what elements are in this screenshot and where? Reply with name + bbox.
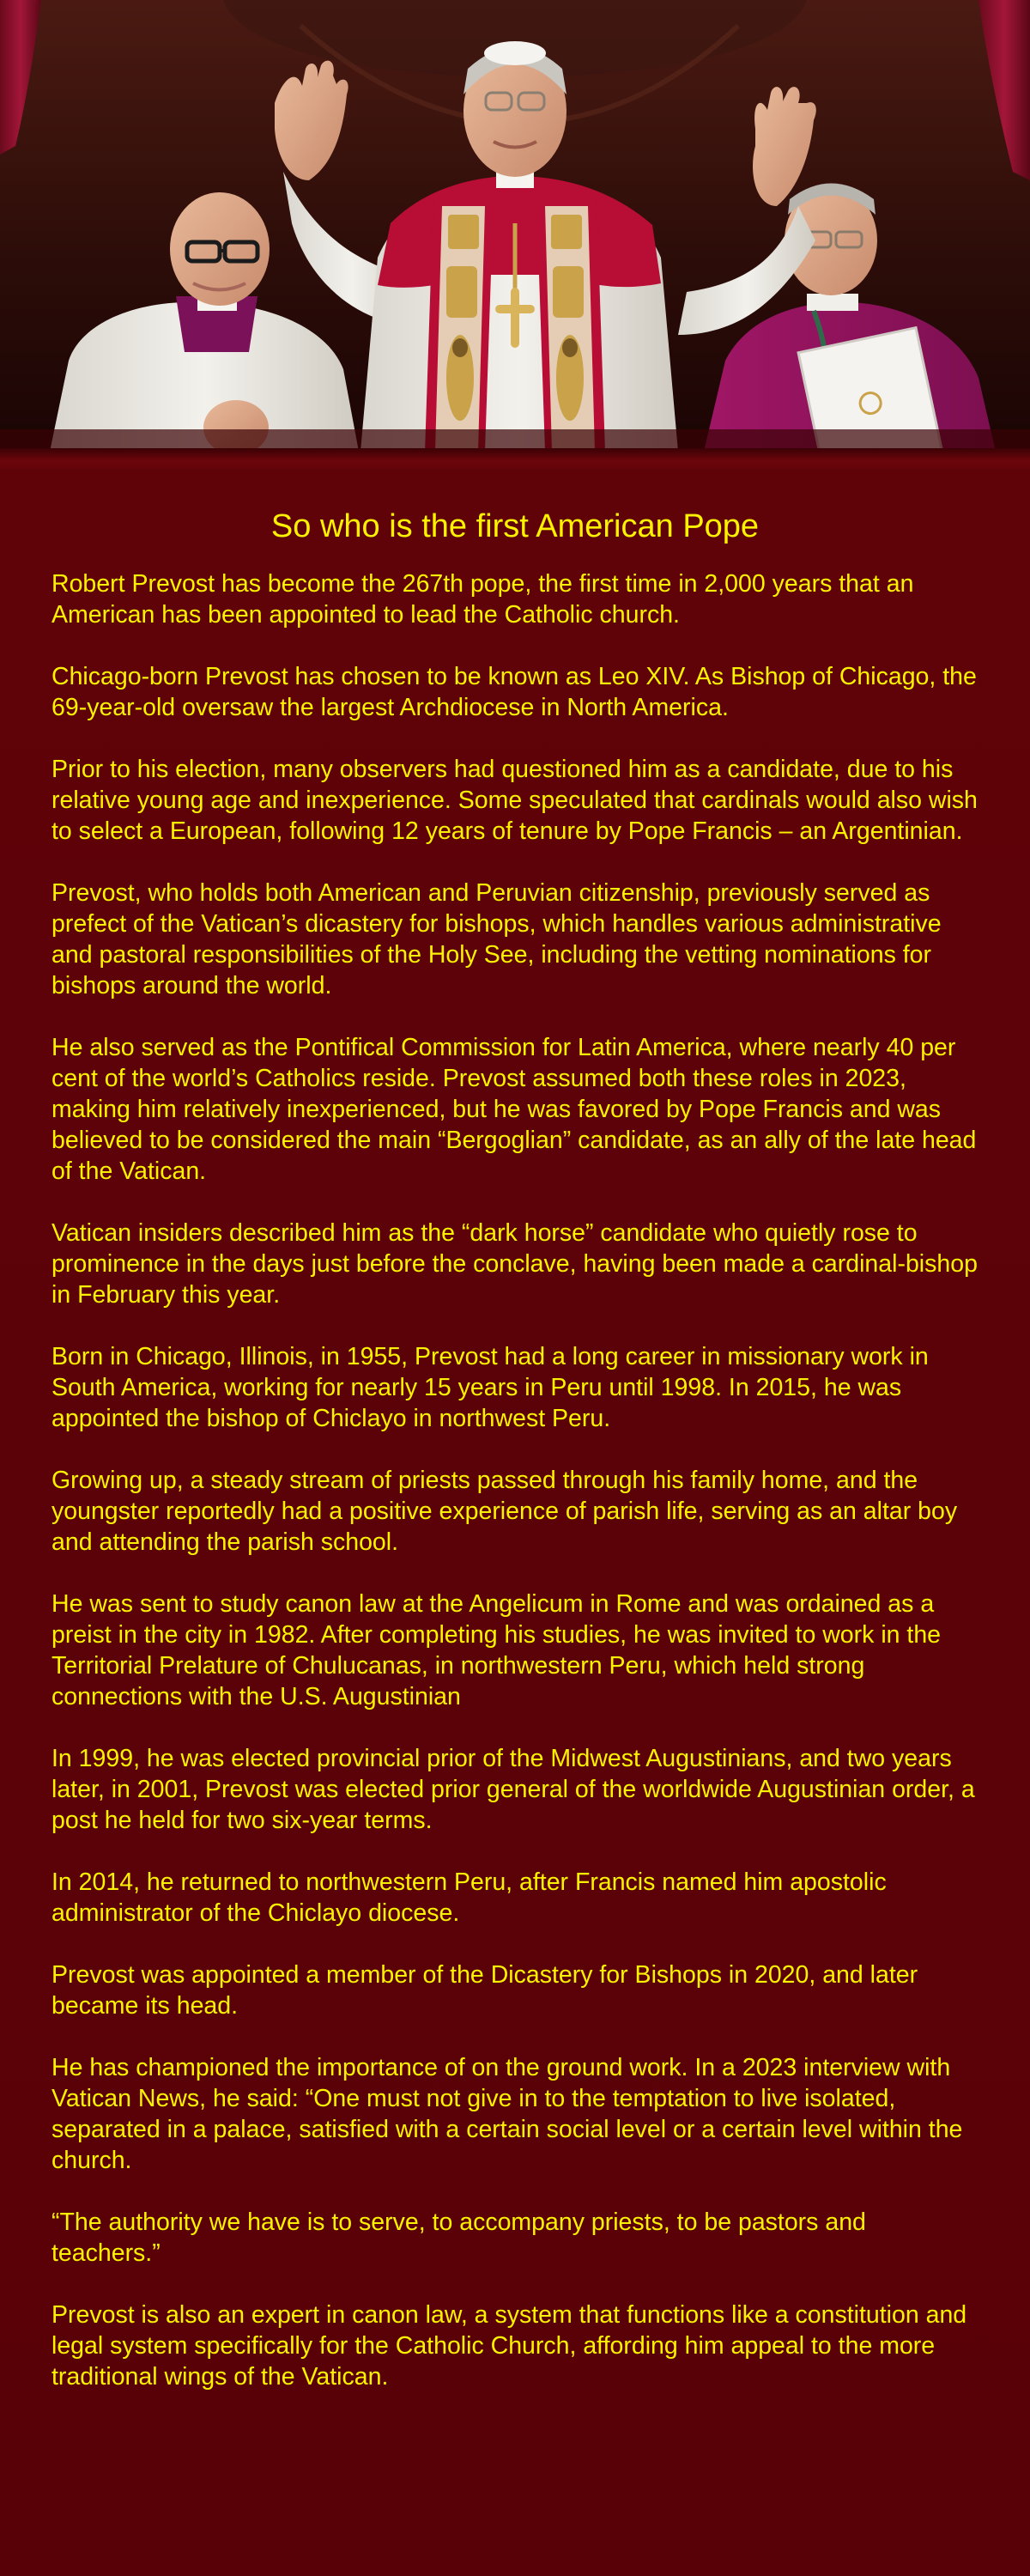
article-paragraph: In 1999, he was elected provincial prior of the Midwest Augustinians, and two years later, in 2001, Prevost was elected prior general of the worldwide Augustinian order, a post he held for two six-year terms. <box>52 1745 975 1834</box>
hero-photo <box>0 0 1030 452</box>
article-paragraph: Vatican insiders described him as the “dark horse” candidate who quietly rose to prominence in the days just before the conclave, having been made a cardinal-bishop in February this year. <box>52 1219 978 1309</box>
article-paragraph: He was sent to study canon law at the Angelicum in Rome and was ordained as a preist in the city in 1982. After completing his studies, he was invited to work in the Territorial Prelature of Chulucanas, in northwestern Peru, which held strong connections with the U.S. Augustinian <box>52 1590 942 1710</box>
article-paragraph: “The authority we have is to serve, to accompany priests, to be pastors and teachers.” <box>52 2208 866 2267</box>
article-title: So who is the first American Pope <box>270 508 760 544</box>
article-paragraph: Robert Prevost has become the 267th pope, the first time in 2,000 years that an American has been appointed to lead the Catholic church. <box>52 570 914 629</box>
article-paragraph: He has championed the importance of on the ground work. In a 2023 interview with Vatican News, he said: “One must not give in to the temptation to live isolated, separated in a palace, satisfied with a certain social level or a certain level within the church. <box>52 2054 963 2174</box>
article-paragraph: Chicago-born Prevost has chosen to be known as Leo XIV. As Bishop of Chicago, the 69-year-old oversaw the largest Archdiocese in North America. <box>52 663 977 721</box>
hero-divider <box>0 448 1030 469</box>
article-paragraph: Prevost was appointed a member of the Dicastery for Bishops in 2020, and later became its head. <box>52 1961 918 2020</box>
article-paragraph: Prevost, who holds both American and Peruvian citizenship, previously served as prefect of the Vatican’s dicastery for bishops, which handles various administrative and pastoral responsibilities of the Holy See, including the vetting nominations for bishops around the world. <box>52 879 942 999</box>
article-paragraph: Prior to his election, many observers had questioned him as a candidate, due to his relative young age and inexperience. Some speculated that cardinals would also wish to select a European, following 12 years of tenure by Pope Francis – an Argentinian. <box>52 756 978 845</box>
article <box>52 507 978 2423</box>
article-paragraph: He also served as the Pontifical Commission for Latin America, where nearly 40 per cent of the world’s Catholics reside. Prevost assumed both these roles in 2023, making him relatively inexperienced, but he was favored by Pope Francis and was believed to be considered the main “Bergoglian” candidate, as an ally of the late head of the Vatican. <box>52 1034 977 1185</box>
article-paragraph: Growing up, a steady stream of priests passed through his family home, and the youngster reportedly had a positive experience of parish life, serving as an altar boy and attending the parish school. <box>52 1467 958 1556</box>
article-paragraph: Prevost is also an expert in canon law, a system that functions like a constitution and legal system specifically for the Catholic Church, affording him appeal to the more traditional wings of the Vatican. <box>52 2301 967 2391</box>
article-paragraph: In 2014, he returned to northwestern Peru, after Francis named him apostolic administrator of the Chiclayo diocese. <box>52 1868 887 1927</box>
article-paragraph: Born in Chicago, Illinois, in 1955, Prevost had a long career in missionary work in South America, working for nearly 15 years in Peru until 1998. In 2015, he was appointed the bishop of Chiclayo in northwest Peru. <box>52 1343 929 1432</box>
